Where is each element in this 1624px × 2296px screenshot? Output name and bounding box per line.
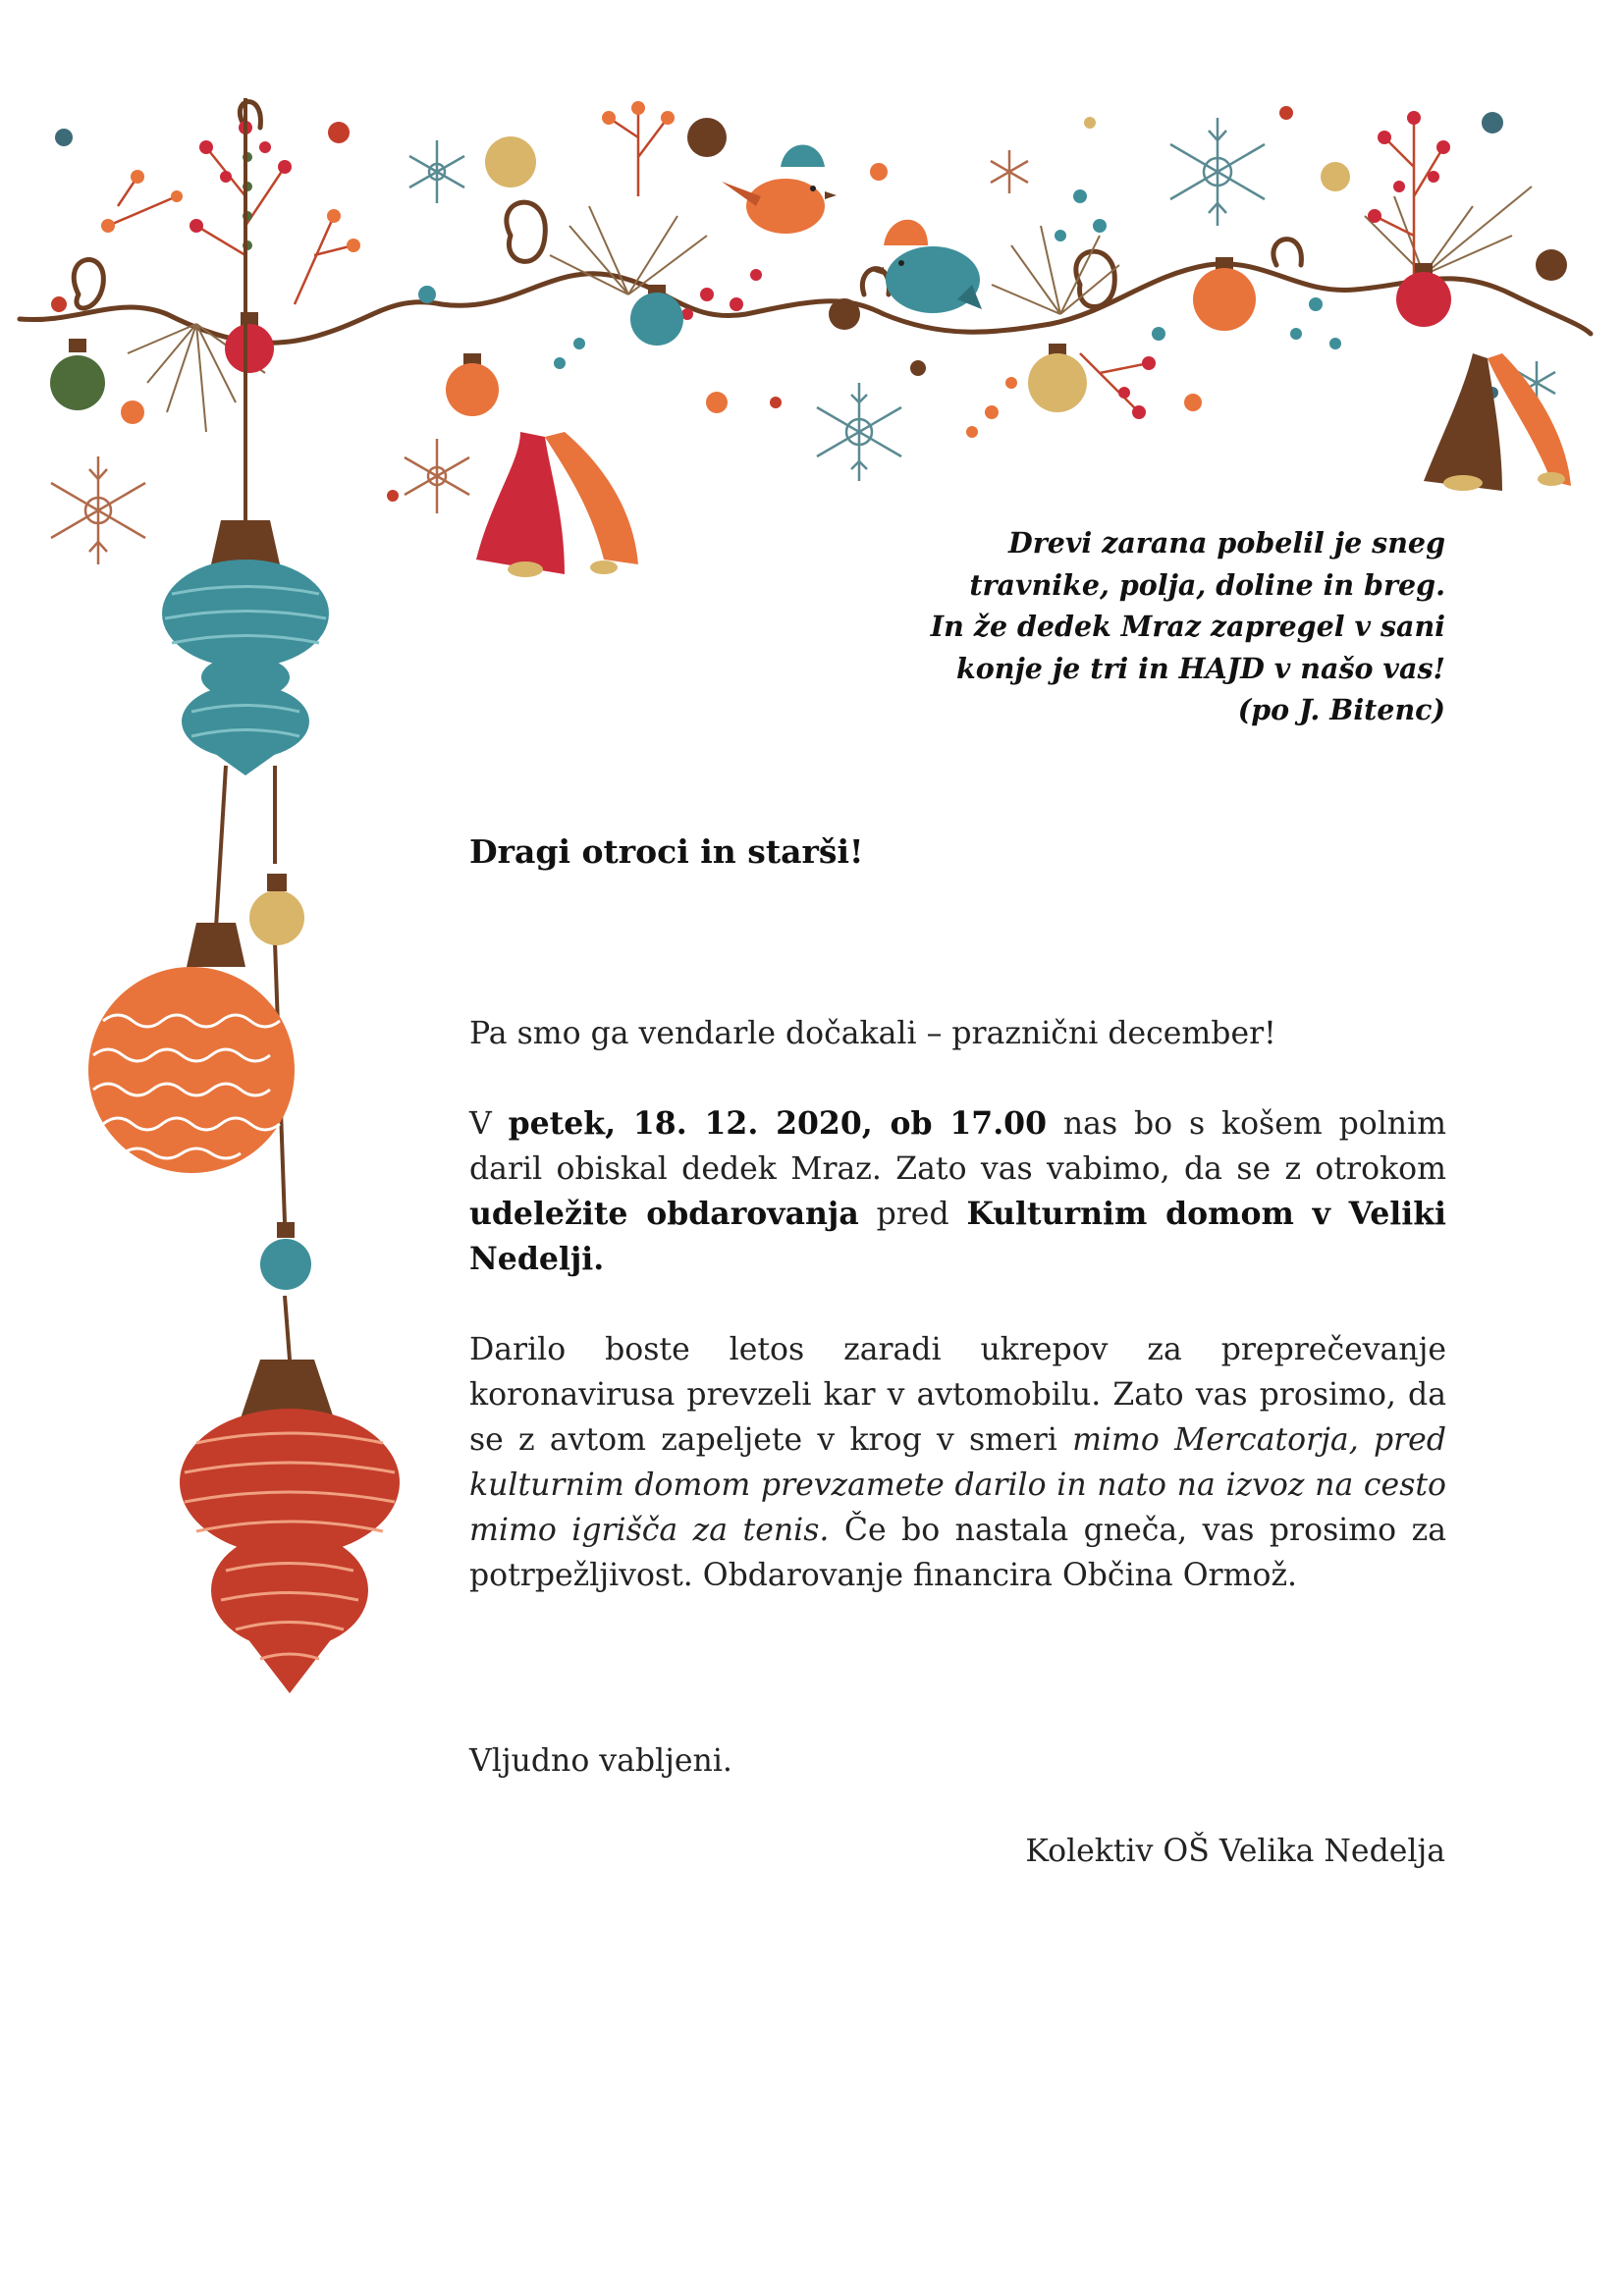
instructions-paragraph <box>469 1327 1446 1598</box>
snowflake-icon <box>409 118 1555 481</box>
bell-icon <box>476 432 638 577</box>
event-invitation: udeležite obdarovanja <box>469 1196 859 1232</box>
text-span: V <box>469 1106 509 1142</box>
greeting-heading: Dragi otroci in starši! <box>469 832 864 871</box>
poem-line: travnike, polja, doline in breg. <box>969 567 1445 602</box>
bauble-icon <box>50 257 1451 416</box>
route-description: mimo Mercatorja, pred kulturnim domom prevzamete darilo in nato na izvoz na cesto mimo igrišča za tenis. <box>469 1422 1446 1548</box>
event-location: Kulturnim domom v Veliki Nedelji. <box>469 1196 1447 1277</box>
poem-line: Drevi zarana pobelil je sneg <box>1007 526 1445 560</box>
bird-icon <box>722 145 837 235</box>
bird-icon <box>872 220 982 313</box>
text-span: nas bo s košem polnim daril obiskal dedek Mraz. Zato vas vabimo, da se z otrokom <box>469 1106 1446 1187</box>
intro-paragraph: Pa smo ga vendarle dočakali – praznični december! <box>469 1016 1276 1051</box>
text-span: Darilo boste letos zaradi ukrepov za preprečevanje koronavirusa prevzeli kar v avtomobilu. Zato vas prosimo, da se z avtom zapeljete v krog v smeri <box>469 1332 1446 1458</box>
poem-attribution: (po J. Bitenc) <box>1237 693 1445 726</box>
poem-line: konje je tri in HAJD v našo vas! <box>956 651 1445 685</box>
event-paragraph <box>469 1101 1446 1282</box>
poem-line: In že dedek Mraz zapregel v sani <box>930 610 1445 643</box>
letter-body <box>469 1011 1446 1598</box>
text-span: Če bo nastala gneča, vas prosimo za potrpežljivost. Obdarovanje financira Občina Ormož. <box>469 1513 1446 1593</box>
closing-line: Vljudno vabljeni. <box>469 1743 732 1779</box>
text-span: pred <box>858 1197 967 1232</box>
signature: Kolektiv OŠ Velika Nedelja <box>1025 1834 1445 1869</box>
bell-icon <box>1424 353 1571 491</box>
event-date: petek, 18. 12. 2020, ob 17.00 <box>508 1105 1048 1142</box>
poem <box>895 522 1445 731</box>
hanging-ornament-icon <box>88 520 400 1693</box>
